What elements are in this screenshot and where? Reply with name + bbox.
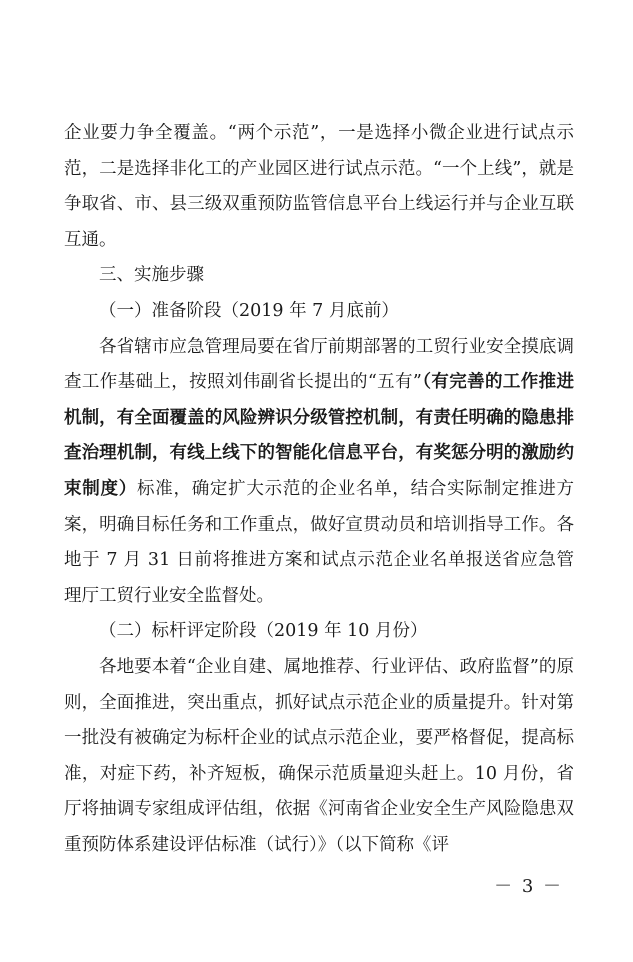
- paragraph-benchmark: 各地要本着“企业自建、属地推荐、行业评估、政府监督”的原则，全面推进，突出重点，抓好试点示范企业的质量提升。针对第一批没有被确定为标杆企业的试点示范企业，要严格督促，提高标准，对症下药，补齐短板，确保示范质量迎头赶上。10 月份，省厅将抽调专家组成评估组，依据《河南省企业安全生产风险隐患双重预防体系建设评估标准（试行）》（以下简称《评: [64, 656, 574, 855]
- subheading-benchmark-stage: （二）标杆评定阶段（2019 年 10 月份）: [99, 621, 428, 642]
- subheading-preparation-stage: （一）准备阶段（2019 年 7 月底前）: [99, 300, 399, 321]
- section-heading-implementation-steps: 三、实施步骤: [99, 265, 204, 286]
- document-body: [64, 116, 574, 863]
- page-number: － 3 －: [494, 876, 563, 897]
- paragraph-coverage: 企业要力争全覆盖。“两个示范”，一是选择小微企业进行试点示范，二是选择非化工的产业园区进行试点示范。“一个上线”，就是争取省、市、县三级双重预防监管信息平台上线运行并与企业互联互通。: [64, 123, 574, 250]
- paragraph-preparation-start: 各省辖市应急管理局要在省厅前期部署的工贸行业安全摸底调查工作基础上，按照刘伟副省长提出的“五有”: [64, 336, 574, 393]
- paragraph-preparation-end: 标准，确定扩大示范的企业名单，结合实际制定推进方案，明确目标任务和工作重点，做好宣贯动员和培训指导工作。各地于 7 月 31 日前将推进方案和试点示范企业名单报送省应急管理厅工贸行业安全监督处。: [64, 478, 575, 606]
- paragraph-preparation-bold: （有完善的工作推进机制，有全面覆盖的风险辨识分级管控机制，有责任明确的隐患排查治理机制，有线上线下的智能化信息平台，有奖惩分明的激励约束制度）: [64, 372, 574, 499]
- paragraph-preparation: [64, 330, 574, 615]
